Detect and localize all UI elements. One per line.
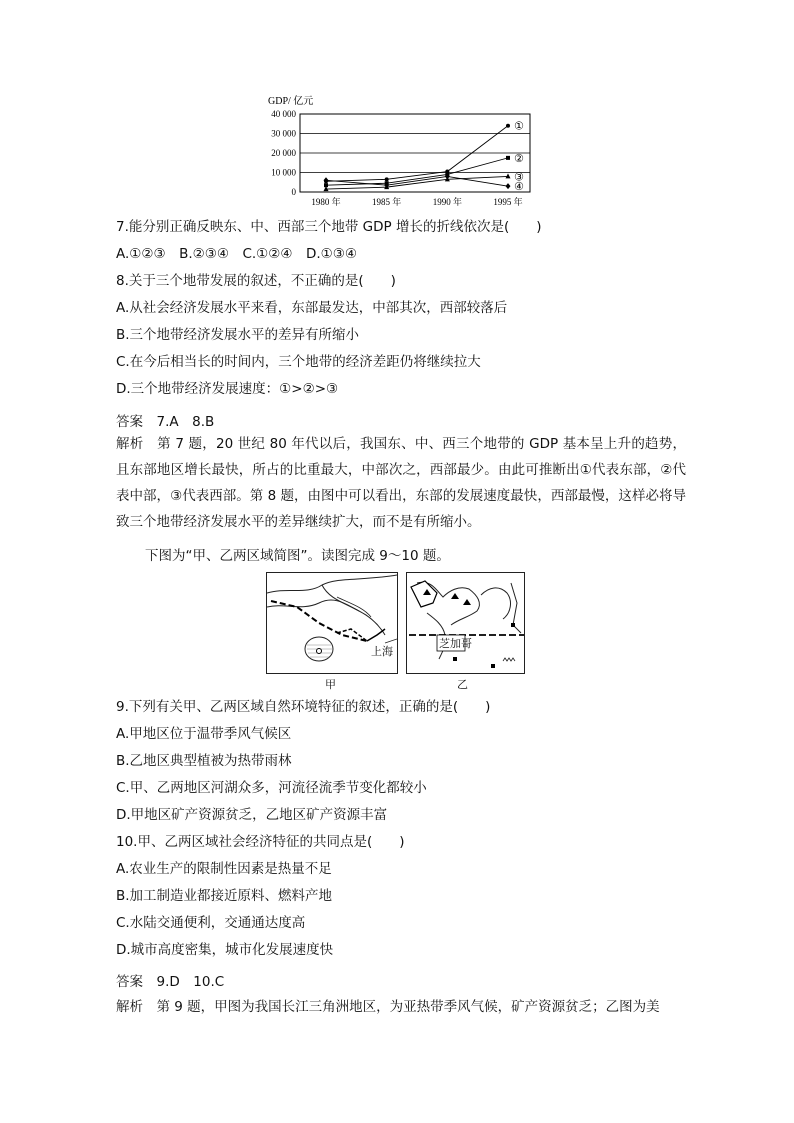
map-jia-svg [267, 573, 397, 673]
series-label-1: ① [514, 119, 524, 133]
q9-option-b: B.乙地区典型植被为热带雨林 [116, 753, 292, 769]
explanation-7-8: 解析 第 7 题，20 世纪 80 年代以后，我国东、中、西三个地带的 GDP 基本呈上升的趋势，且东部地区增长最快，所占的比重最大，中部次之，西部最少。由此可推断出①代表东部，②代表中部，③代表西部。第 8 题，由图中可以看出，东部的发展速度最快，西部最慢，这样必将导致三个地带经济发展水平的差异继续扩大，而不是有所缩小。 [116, 436, 686, 530]
q10-option-d: D.城市高度密集，城市化发展速度快 [116, 942, 334, 958]
data-point-series-1 [506, 124, 510, 128]
y-tick-label: 40 000 [271, 109, 296, 119]
x-tick-label: 1990 年 [432, 197, 462, 207]
region-maps [266, 572, 528, 692]
gdp-chart-svg [262, 92, 542, 212]
y-tick-label: 20 000 [271, 148, 296, 158]
map-yi-caption: 乙 [457, 678, 468, 691]
series-label-3: ③ [514, 170, 524, 184]
series-line-1 [326, 126, 508, 182]
q10-option-c: C.水陆交通便利，交通通达度高 [116, 915, 306, 931]
map-jia [266, 572, 398, 674]
q10-stem: 10.甲、乙两区域社会经济特征的共同点是( ) [116, 834, 405, 850]
chart-ylabel: GDP/ 亿元 [268, 96, 314, 107]
q9-option-a: A.甲地区位于温带季风气候区 [116, 726, 292, 742]
x-tick-label: 1985 年 [372, 197, 402, 207]
data-point-series-3 [506, 173, 511, 178]
map-yi [406, 572, 525, 674]
q8-option-a: A.从社会经济发展水平来看，东部最发达，中部其次，西部较落后 [116, 300, 508, 316]
data-point-series-2 [506, 156, 510, 160]
map-jia-caption: 甲 [325, 678, 336, 691]
q9-option-d: D.甲地区矿产资源贫乏，乙地区矿产资源丰富 [116, 807, 388, 823]
x-tick-label: 1980 年 [311, 197, 341, 207]
data-point-series-4 [324, 177, 329, 183]
map-yi-city: 芝加哥 [439, 637, 472, 650]
map-yi-svg [407, 573, 524, 673]
q7-stem: 7.能分别正确反映东、中、西部三个地带 GDP 增长的折线依次是( ) [116, 219, 542, 235]
explanation-9-10: 解析 第 9 题，甲图为我国长江三角洲地区，为亚热带季风气候，矿产资源贫乏；乙图为美 [116, 999, 660, 1015]
data-point-series-4 [506, 183, 511, 189]
series-label-4: ④ [514, 180, 524, 194]
q10-option-b: B.加工制造业都接近原料、燃料产地 [116, 888, 333, 904]
x-tick-label: 1995 年 [493, 197, 523, 207]
q9-option-c: C.甲、乙两地区河湖众多，河流径流季节变化都较小 [116, 780, 427, 796]
q8-option-c: C.在今后相当长的时间内，三个地带的经济差距仍将继续拉大 [116, 354, 481, 370]
q8-option-d: D.三个地带经济发展速度：①>②>③ [116, 381, 339, 397]
q8-option-b: B.三个地带经济发展水平的差异有所缩小 [116, 327, 360, 343]
y-tick-label: 0 [291, 187, 296, 197]
y-tick-label: 10 000 [271, 167, 296, 178]
intro-9-10: 下图为“甲、乙两区域简图”。读图完成 9～10 题。 [145, 548, 450, 564]
answer-9-10: 答案 9.D 10.C [116, 974, 225, 990]
q9-stem: 9.下列有关甲、乙两区域自然环境特征的叙述，正确的是( ) [116, 699, 491, 715]
data-point-series-1 [385, 177, 389, 181]
map-jia-city: 上海 [371, 645, 393, 658]
q10-option-a: A.农业生产的限制性因素是热量不足 [116, 861, 332, 877]
answer-7-8: 答案 7.A 8.B [116, 414, 215, 430]
q8-stem: 8.关于三个地带发展的叙述，不正确的是( ) [116, 273, 396, 289]
q7-options: A.①②③ B.②③④ C.①②④ D.①③④ [116, 246, 357, 262]
series-label-2: ② [514, 151, 524, 165]
gdp-line-chart [262, 92, 542, 212]
y-tick-label: 30 000 [271, 128, 296, 139]
